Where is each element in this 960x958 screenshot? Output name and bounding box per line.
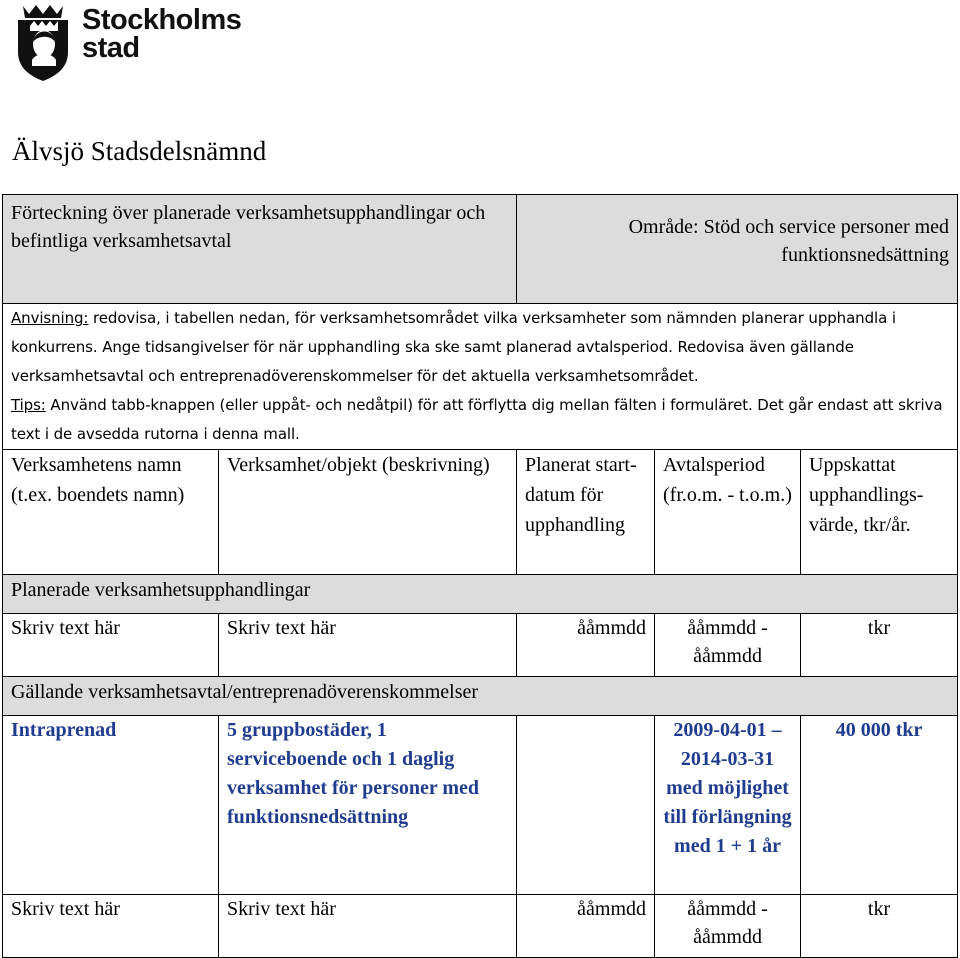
- form-title: Förteckning över planerade verksamhetsupphandlingar och befintliga verksamhetsavtal: [3, 195, 517, 304]
- section-planned: Planerade verksamhetsupphandlingar: [3, 575, 958, 614]
- logo-wordmark: [82, 6, 241, 62]
- field-period[interactable]: 2009-04-01 – 2014-03-31 med möjlighet till förlängning med 1 + 1 år: [655, 716, 801, 895]
- page-title: Älvsjö Stadsdelsnämnd: [12, 136, 267, 166]
- field-name[interactable]: Skriv text här: [3, 895, 219, 958]
- logo-line-1: Stockholms: [82, 4, 242, 36]
- table-row: [3, 895, 958, 958]
- field-start[interactable]: ååmmdd: [517, 895, 655, 958]
- field-period[interactable]: ååmmdd - ååmmdd: [655, 895, 801, 958]
- field-period[interactable]: ååmmdd - ååmmdd: [655, 614, 801, 677]
- col-header-start: Planerat start-datum för upphandling: [517, 450, 655, 575]
- field-start[interactable]: ååmmdd: [517, 614, 655, 677]
- field-object[interactable]: Skriv text här: [219, 895, 517, 958]
- coat-of-arms-icon: [14, 2, 72, 82]
- col-header-name: Verksamhetens namn (t.ex. boendets namn): [3, 450, 219, 575]
- instructions: [3, 304, 958, 450]
- col-header-object: Verksamhet/objekt (beskrivning): [219, 450, 517, 575]
- instruction-label: Anvisning:: [11, 309, 89, 327]
- field-value[interactable]: tkr: [801, 614, 958, 677]
- section-current: Gällande verksamhetsavtal/entreprenadöverenskommelser: [3, 677, 958, 716]
- col-header-value: Uppskattat upphandlings-värde, tkr/år.: [801, 450, 958, 575]
- tips-label: Tips:: [11, 396, 46, 414]
- stockholms-stad-logo: [14, 2, 241, 82]
- field-name[interactable]: Intraprenad: [3, 716, 219, 895]
- field-start[interactable]: [517, 716, 655, 895]
- field-object[interactable]: Skriv text här: [219, 614, 517, 677]
- tips-text: Använd tabb-knappen (eller uppåt- och nedåtpil) för att förflytta dig mellan fälten i formuläret. Det går endast att skriva text i de avsedda rutorna i denna mall.: [11, 396, 943, 443]
- field-value[interactable]: 40 000 tkr: [801, 716, 958, 895]
- form-table: [2, 194, 958, 958]
- logo-line-2: stad: [82, 32, 140, 64]
- area-label: Område: Stöd och service personer med funktionsnedsättning: [517, 195, 958, 304]
- col-header-period: Avtalsperiod (fr.o.m. - t.o.m.): [655, 450, 801, 575]
- field-value[interactable]: tkr: [801, 895, 958, 958]
- field-name[interactable]: Skriv text här: [3, 614, 219, 677]
- field-object[interactable]: 5 gruppbostäder, 1 serviceboende och 1 daglig verksamhet för personer med funktionsnedsättning: [219, 716, 517, 895]
- instruction-text: redovisa, i tabellen nedan, för verksamhetsområdet vilka verksamheter som nämnden planerar upphandla i konkurrens. Ange tidsangivelser för när upphandling ska ske samt planerad avtalsperiod. Redovisa även gällande verksamhetsavtal och entreprenadöverenskommelser för det aktuella verksamhetsområdet.: [11, 309, 896, 385]
- table-row: [3, 614, 958, 677]
- table-row: [3, 716, 958, 895]
